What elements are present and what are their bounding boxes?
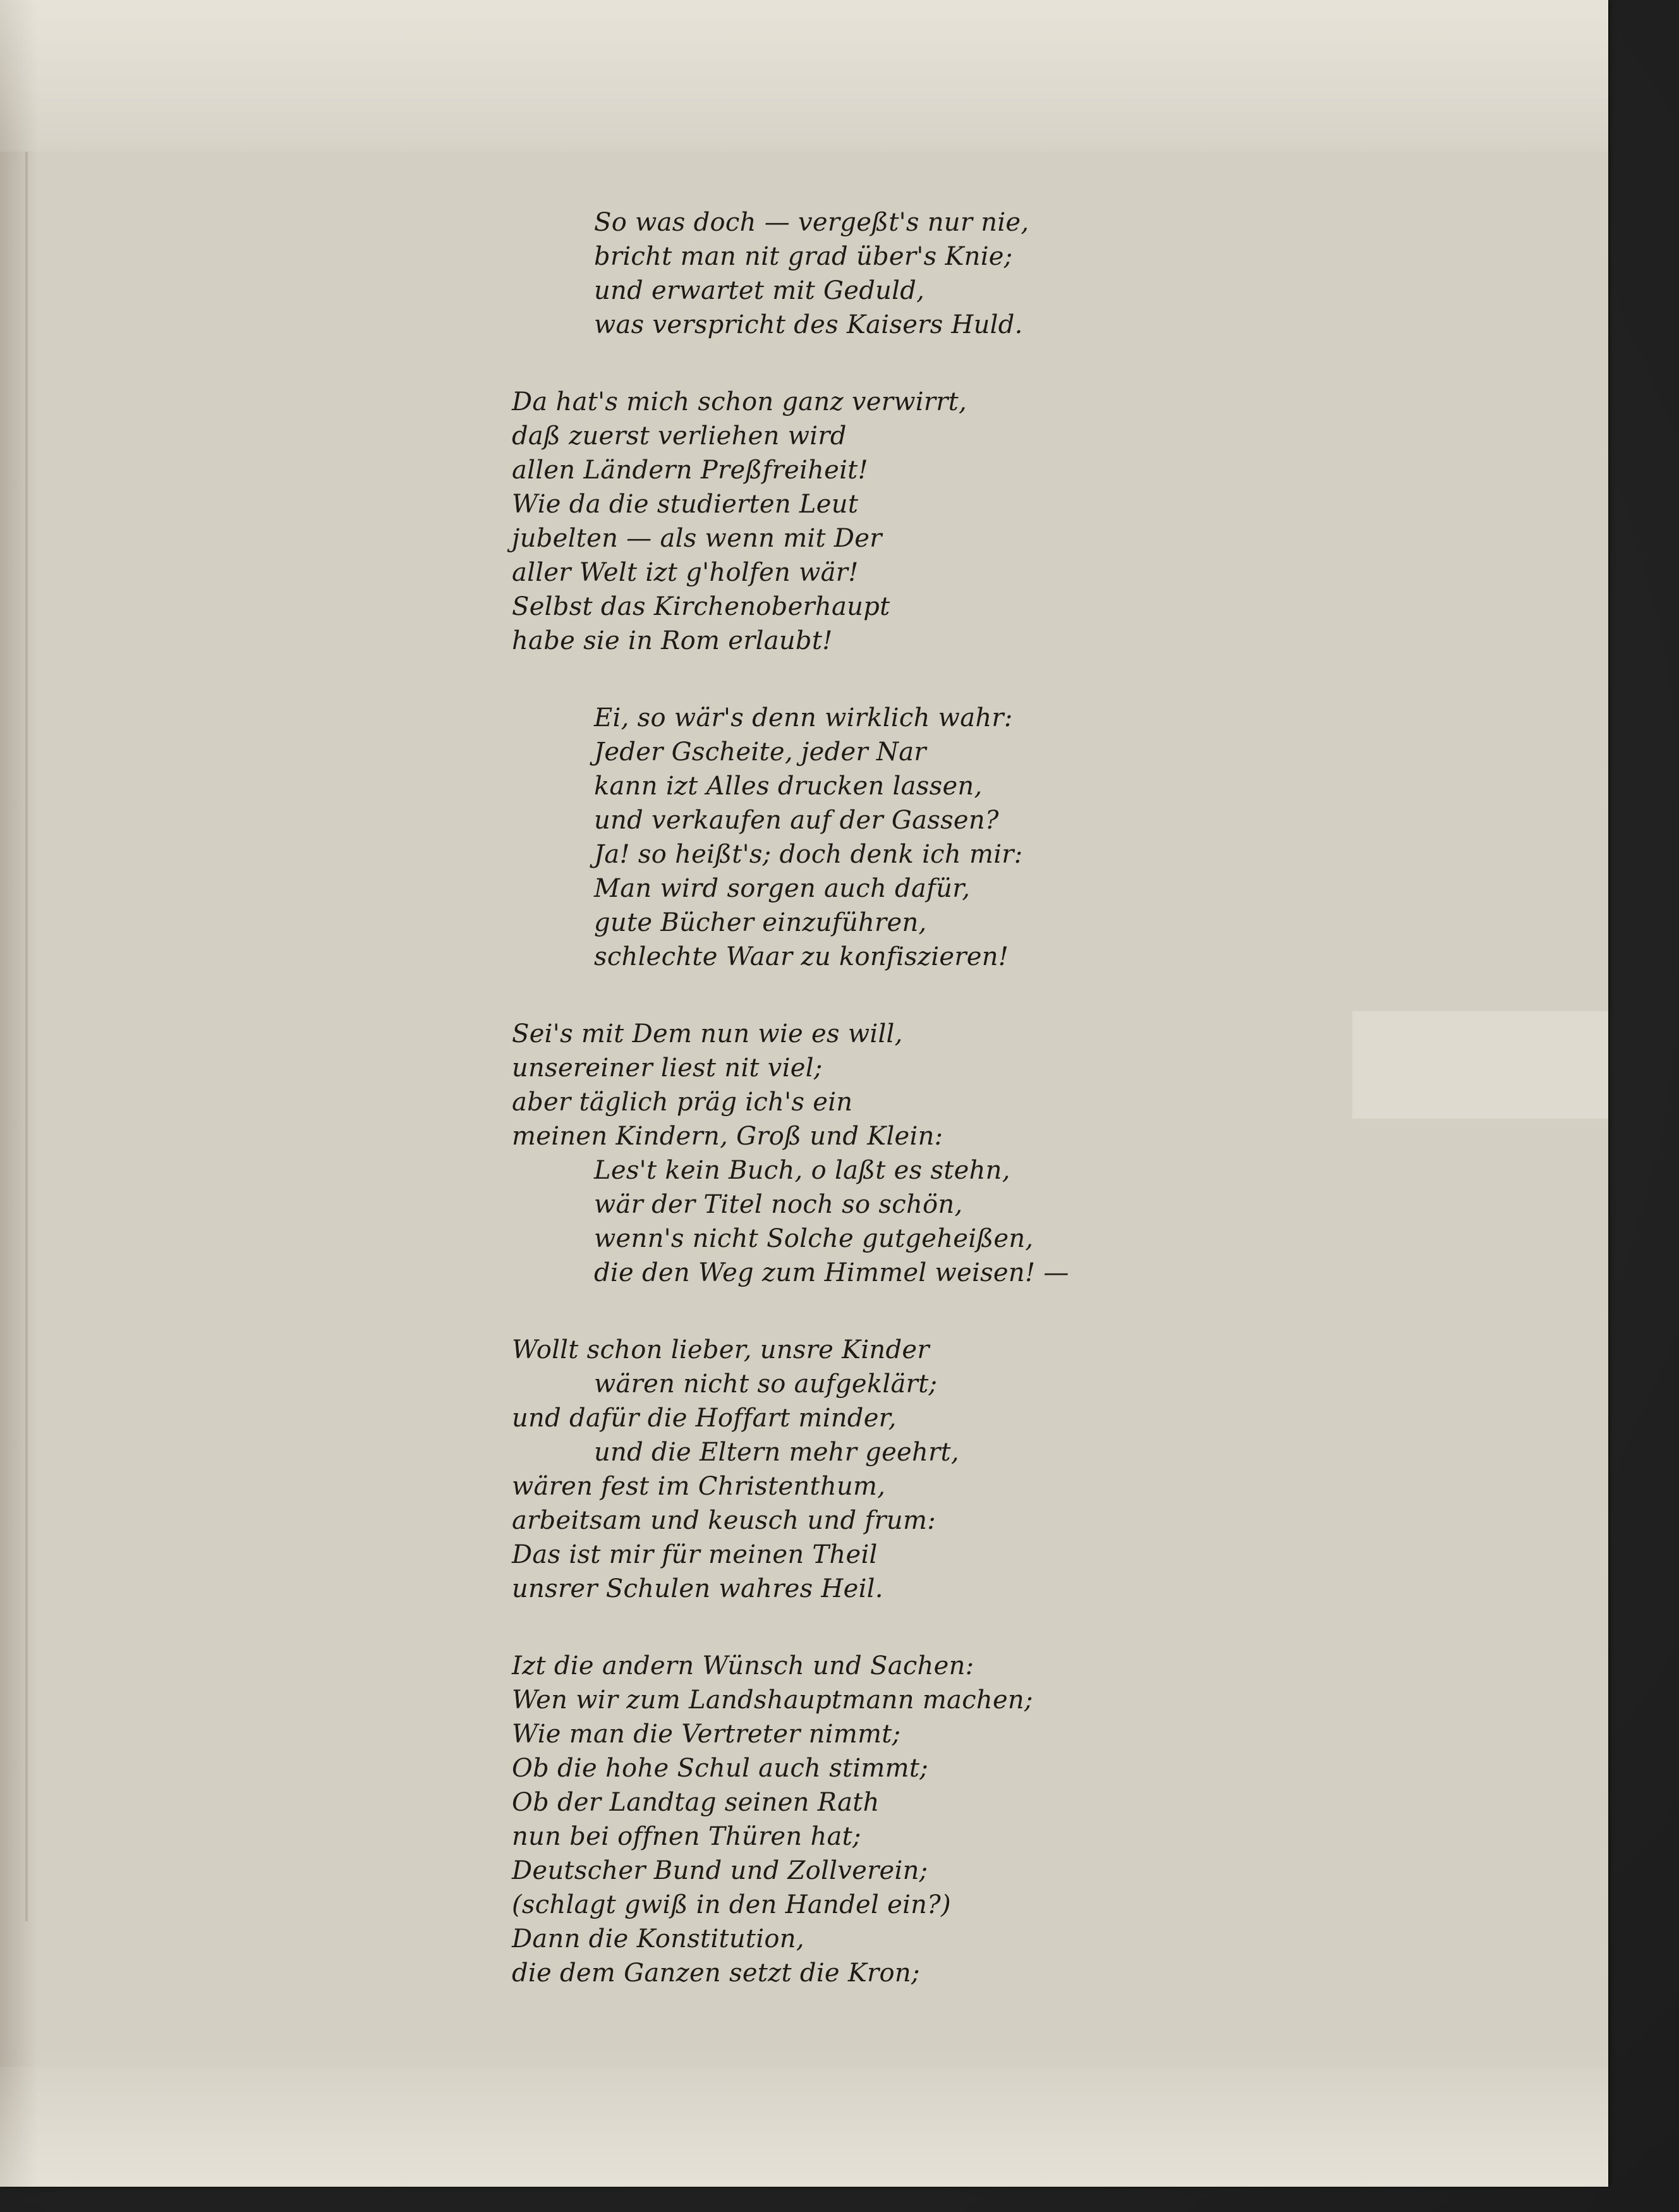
stanza: [512, 701, 1333, 974]
poem-line: Man wird sorgen auch dafür,: [594, 874, 971, 903]
fold-line: [25, 152, 28, 1921]
poem-line: und verkaufen auf der Gassen?: [594, 806, 999, 835]
poem-text: [512, 205, 1333, 2033]
poem-line: Wie da die studierten Leut: [512, 490, 859, 519]
poem-line: Da hat's mich schon ganz verwirrt,: [512, 387, 967, 416]
poem-line: (schlagt gwiß in den Handel ein?): [512, 1890, 951, 1919]
right-tape-patch: [1352, 1011, 1608, 1119]
stanza: [512, 385, 1333, 658]
poem-line: Les't kein Buch, o laßt es stehn,: [594, 1156, 1010, 1185]
poem-line: jubelten — als wenn mit Der: [512, 524, 882, 553]
poem-line: wenn's nicht Solche gutgeheißen,: [594, 1224, 1034, 1253]
poem-line: Ob der Landtag seinen Rath: [512, 1788, 880, 1817]
poem-line: unsereiner liest nit viel;: [512, 1054, 823, 1083]
poem-line: wär der Titel noch so schön,: [594, 1190, 963, 1219]
poem-line: was verspricht des Kaisers Huld.: [594, 310, 1023, 339]
poem-line: Ei, so wär's denn wirklich wahr:: [594, 703, 1013, 732]
stanza: [512, 1333, 1333, 1606]
poem-line: aber täglich präg ich's ein: [512, 1088, 853, 1117]
poem-line: Ob die hohe Schul auch stimmt;: [512, 1754, 929, 1783]
poem-line: die dem Ganzen setzt die Kron;: [512, 1959, 920, 1988]
poem-line: Das ist mir für meinen Theil: [512, 1540, 878, 1569]
poem-line: Wen wir zum Landshauptmann machen;: [512, 1686, 1033, 1715]
poem-line: arbeitsam und keusch und frum:: [512, 1506, 936, 1535]
poem-line: allen Ländern Preßfreiheit!: [512, 456, 868, 485]
bottom-tape-strip: [0, 2067, 1608, 2187]
stanza: [512, 205, 1333, 342]
top-tape-strip: [0, 0, 1608, 152]
poem-line: unsrer Schulen wahres Heil.: [512, 1574, 883, 1603]
poem-line: aller Welt izt g'holfen wär!: [512, 558, 859, 587]
stanza: [512, 1649, 1333, 1990]
poem-line: Wie man die Vertreter nimmt;: [512, 1720, 901, 1749]
poem-line: bricht man nit grad über's Knie;: [594, 242, 1013, 271]
stanza: [512, 1017, 1333, 1290]
poem-line: kann izt Alles drucken lassen,: [594, 772, 983, 801]
poem-line: und dafür die Hoffart minder,: [512, 1404, 897, 1433]
poem-line: Izt die andern Wünsch und Sachen:: [512, 1651, 974, 1680]
poem-line: schlechte Waar zu konfiszieren!: [594, 942, 1009, 971]
poem-line: Selbst das Kirchenoberhaupt: [512, 592, 890, 621]
poem-line: wären fest im Christenthum,: [512, 1472, 886, 1501]
poem-line: So was doch — vergeßt's nur nie,: [594, 208, 1029, 237]
poem-line: Deutscher Bund und Zollverein;: [512, 1856, 928, 1885]
poem-line: meinen Kindern, Groß und Klein:: [512, 1122, 943, 1151]
poem-line: wären nicht so aufgeklärt;: [594, 1370, 938, 1399]
poem-line: und erwartet mit Geduld,: [594, 276, 925, 305]
poem-line: nun bei offnen Thüren hat;: [512, 1822, 861, 1851]
poem-line: daß zuerst verliehen wird: [512, 422, 847, 451]
poem-line: Wollt schon lieber, unsre Kinder: [512, 1335, 930, 1364]
poem-line: Sei's mit Dem nun wie es will,: [512, 1019, 903, 1048]
poem-line: habe sie in Rom erlaubt!: [512, 626, 833, 655]
poem-line: Jeder Gscheite, jeder Nar: [594, 738, 926, 767]
poem-line: die den Weg zum Himmel weisen! —: [594, 1258, 1069, 1287]
poem-line: Dann die Konstitution,: [512, 1924, 804, 1954]
poem-line: Ja! so heißt's; doch denk ich mir:: [594, 840, 1023, 869]
poem-line: und die Eltern mehr geehrt,: [594, 1438, 959, 1467]
poem-line: gute Bücher einzuführen,: [594, 908, 927, 937]
